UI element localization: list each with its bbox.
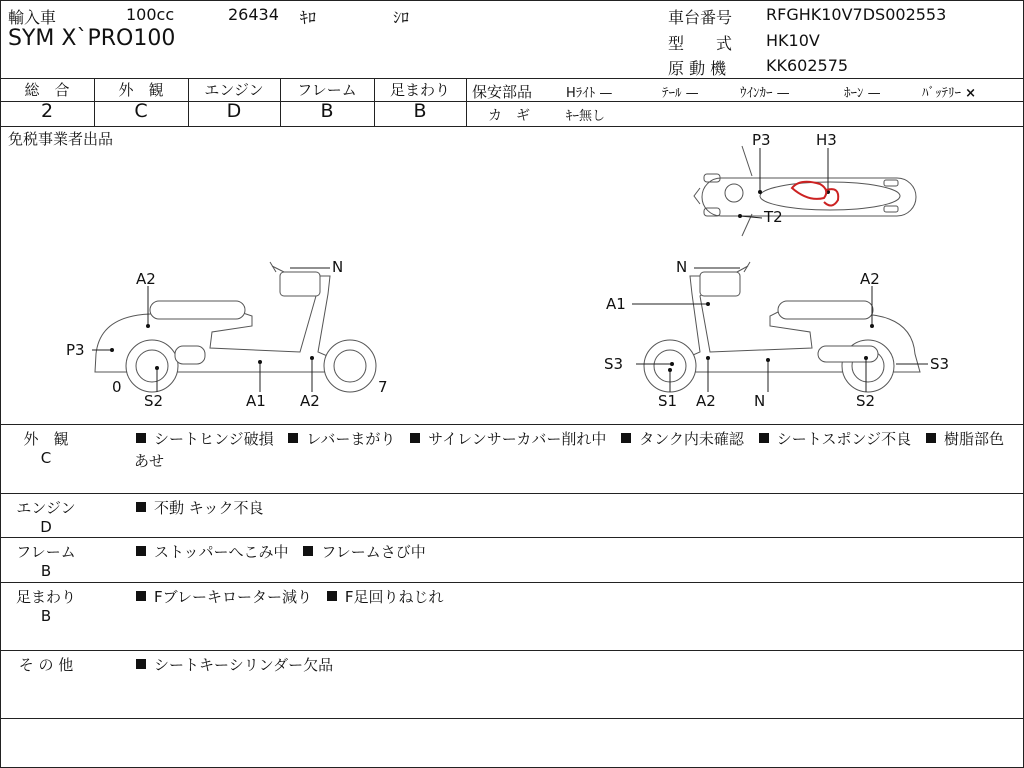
key-value: ｷｰ無し — [566, 109, 606, 124]
label-left-7: 7 — [378, 378, 388, 396]
frame-no: RFGHK10V7DS002553 — [766, 5, 947, 24]
displacement: 100cc — [126, 5, 175, 24]
section-other-notes: シートキーシリンダー欠品 — [134, 654, 333, 675]
key-label: カ ギ — [488, 108, 530, 124]
label-right-a2: A2 — [860, 270, 880, 288]
section-suspension-label: 足まわり B — [15, 588, 76, 625]
top-view-scooter — [694, 146, 916, 236]
label-right-s1: S1 — [658, 392, 678, 410]
label-top-t2: T2 — [764, 208, 783, 226]
body-color: ｼﾛ — [393, 8, 410, 27]
engine-no: KK602575 — [766, 56, 849, 75]
tax-note: 免税事業者出品 — [8, 130, 114, 148]
safety-horn: ﾎｰﾝ — — [844, 86, 881, 101]
section-engine-label: エンジン D — [16, 499, 76, 536]
engine-label: 原 動 機 — [668, 59, 727, 78]
section-suspension-notes: Fブレーキローター減り F足回りねじれ — [134, 586, 443, 607]
safety-label: 保安部品 — [472, 83, 533, 101]
label-left-a2b: A2 — [300, 392, 320, 410]
section-engine-notes: 不動 キック不良 — [134, 497, 263, 518]
grade-frame: フレーム B — [297, 81, 357, 122]
label-top-p3: P3 — [752, 131, 771, 149]
safety-battery: ﾊﾞｯﾃﾘｰ × — [922, 86, 977, 101]
label-right-s3b: S3 — [930, 355, 950, 373]
label-left-a1: A1 — [246, 392, 266, 410]
section-frame-label: フレーム B — [16, 543, 76, 580]
label-right-s2: S2 — [856, 392, 876, 410]
label-top-h3: H3 — [816, 131, 837, 149]
section-other-label: そ の 他 — [18, 656, 74, 674]
label-right-a1: A1 — [606, 295, 626, 313]
grade-total: 総 合 2 — [24, 81, 70, 122]
label-right-n: N — [676, 258, 688, 276]
model-name: SYM X`PRO100 — [8, 26, 176, 51]
label-left-a2: A2 — [136, 270, 156, 288]
label-right-nb: N — [754, 392, 766, 410]
mileage-unit: ｷﾛ — [300, 8, 317, 27]
frame-no-label: 車台番号 — [668, 8, 733, 27]
safety-tail: ﾃｰﾙ — — [662, 86, 699, 101]
safety-headlight: Hﾗｲﾄ — — [566, 86, 613, 101]
label-left-p3: P3 — [66, 341, 85, 359]
label-right-a2b: A2 — [696, 392, 716, 410]
type-label: 型 式 — [668, 34, 733, 53]
scooter-diagrams — [0, 126, 1024, 424]
label-left-n: N — [332, 258, 344, 276]
label-left-0: 0 — [112, 378, 122, 396]
grade-exterior: 外 観 C — [118, 81, 164, 122]
section-exterior-notes: シートヒンジ破損 レバーまがり サイレンサーカバー削れ中 タンク内未確認 シートスポンジ不良 樹脂部色あせ — [134, 430, 1004, 470]
label-right-s3: S3 — [604, 355, 624, 373]
safety-winker: ｳｲﾝｶｰ — — [740, 86, 790, 101]
section-exterior-label: 外 観 C — [23, 430, 69, 467]
category: 輸入車 — [8, 8, 57, 27]
section-frame-notes: ストッパーへこみ中 フレームさび中 — [134, 541, 426, 562]
label-left-s2: S2 — [144, 392, 164, 410]
type-value: HK10V — [766, 31, 820, 50]
grade-engine: エンジン D — [204, 81, 264, 122]
mileage: 26434 — [228, 5, 279, 24]
grade-suspension: 足まわり B — [389, 81, 450, 122]
